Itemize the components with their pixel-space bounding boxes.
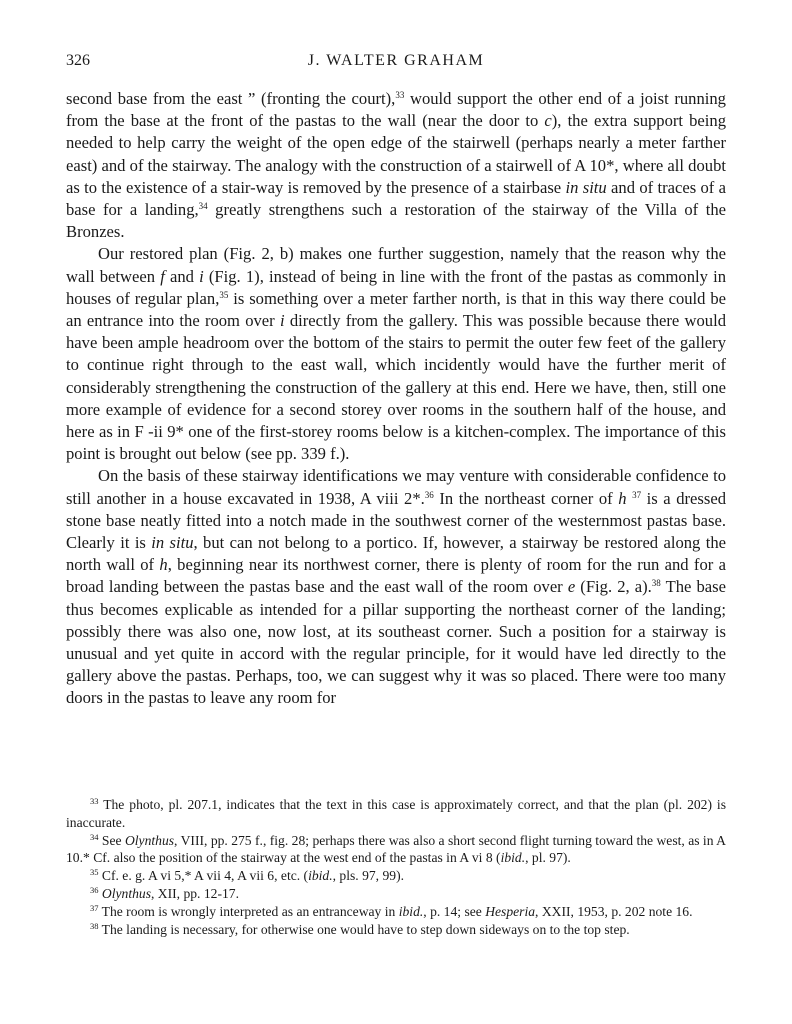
footnote-38	[66, 921, 726, 939]
footnote-marker: 34	[90, 831, 99, 842]
text-run: and of traces of a base for a landing,	[66, 177, 727, 220]
text-run: directly from the gallery. This was possible because there would have been ample headroom over the bottom of the stairs to permit the outer few feet of the gallery to continue right through to the east wall, which incidently would have the further merit of considerably strengthening the construction of the gallery at this end. Here we have, then, still one more example of evidence for a second storey over rooms in the southern half of the house, and here as in F -ii 9* one of the first-storey rooms below is a kitchen-complex. The importance of this point is brought out below (see pp. 339 f.).	[66, 311, 726, 464]
italic-text: ibid.	[308, 868, 333, 884]
page-number: 326	[66, 52, 90, 69]
italic-text: Hesperia	[485, 903, 536, 919]
italic-text: i	[199, 266, 204, 286]
italic-text: e	[567, 577, 576, 597]
text-run: , pls. 97, 99).	[332, 868, 404, 884]
italic-text: c	[544, 111, 552, 131]
text-run: , pl. 97).	[525, 850, 571, 866]
footnote-35	[66, 867, 726, 885]
text-run: would support the other end of a joist running from the base at the front of the pastas to the wall (near the door to	[66, 89, 726, 131]
text-run: , XII, pp. 12-17.	[151, 885, 239, 901]
body-text	[66, 88, 726, 710]
footnote-33	[66, 796, 726, 832]
text-run: , VIII, pp. 275 f., fig. 28; perhaps there was also a short second flight turning toward the west, as in A 10.* Cf. also the position of the stairway at the west end of the pastas in A vi 8 (	[66, 832, 726, 866]
paragraph	[66, 243, 726, 465]
italic-text: h	[159, 555, 168, 575]
footnote-marker: 33	[90, 796, 99, 806]
text-run: is a dressed stone base neatly fitted into a notch made in the southwest corner of the westernmost pastas base. Clearly it is	[66, 488, 726, 553]
italic-text: Olynthus	[124, 832, 175, 848]
text-run: Our restored plan (Fig. 2, b) makes one further suggestion, namely that the reason why the wall between	[66, 244, 726, 286]
italic-text: Olynthus	[101, 885, 151, 901]
text-run: The photo, pl. 207.1, indicates that the text in this case is approximately correct, and that the plan (pl. 202) is inaccurate.	[66, 797, 726, 830]
italic-text: h	[618, 488, 627, 508]
paragraph	[66, 465, 726, 709]
footnotes	[66, 796, 726, 938]
footnote-37	[66, 903, 726, 921]
text-run: greatly strengthens such a restoration of the stairway of the Villa of the Bronzes.	[66, 200, 726, 242]
footnote-marker: 37	[90, 902, 99, 913]
footnote-marker: 36	[424, 489, 434, 500]
text-run: ), the extra support being needed to help carry the weight of the open edge of the stairwell (perhaps nearly a meter farther east) and of the stairway. The analogy with the construction of a stairwell of A 10*, where all doubt as to the existence of a stair-way is removed by the presence of a stairbase	[66, 111, 726, 197]
text-run: is something over a meter farther north, is that in this way there could be an entrance into the room over	[66, 288, 726, 331]
page-header	[66, 52, 726, 74]
italic-text: ibid.	[398, 903, 424, 919]
footnote-36	[66, 885, 726, 903]
text-run: In the northeast corner of	[433, 488, 619, 508]
text-run: , XXII, 1953, p. 202 note 16.	[535, 903, 693, 919]
footnote-marker: 38	[651, 578, 661, 589]
italic-text: ibid.	[500, 850, 526, 866]
text-run: and	[164, 266, 200, 286]
text-run: (Fig. 2, a).	[575, 577, 652, 597]
text-run: , p. 14; see	[423, 903, 486, 919]
text-run: The landing is necessary, for otherwise one would have to step down sideways on to the top step.	[98, 921, 630, 937]
footnote-marker: 34	[198, 201, 208, 212]
text-run: The room is wrongly interpreted as an entranceway in	[98, 903, 399, 919]
text-run: , but can not belong to a portico. If, however, a stairway be restored along the north wall of	[66, 533, 726, 575]
footnote-marker: 38	[90, 920, 99, 931]
text-run: The base thus becomes explicable as intended for a pillar supporting the northeast corner of the landing; possibly there was also one, now lost, at its southeast corner. Such a position for a stairway is unusual and yet quite in accord with the regular principle, for it would have led directly to the gallery above the pastas. Perhaps, too, we can suggest why it was so placed. There were too many doors in the pastas to leave any room for	[66, 577, 726, 708]
italic-text: in situ	[565, 177, 607, 197]
footnote-34	[66, 832, 726, 868]
text-run: See	[98, 832, 125, 848]
footnote-marker: 35	[90, 867, 99, 878]
footnote-marker: 35	[219, 289, 229, 300]
text-run: On the basis of these stairway identifications we may venture with considerable confidence to still another in a house excavated in 1938, A viii 2*.	[66, 466, 726, 508]
footnote-marker: 36	[90, 884, 99, 895]
paragraph	[66, 88, 726, 243]
italic-text: f	[160, 266, 165, 286]
italic-text: i	[279, 311, 285, 331]
text-run: , beginning near its northwest corner, there is plenty of room for the run and for a broad landing between the pastas base and the east wall of the room over	[66, 555, 726, 597]
text-run: Cf. e. g. A vi 5,* A vii 4, A vii 6, etc. (	[98, 868, 309, 884]
running-head: J. WALTER GRAHAM	[307, 52, 485, 69]
italic-text: in situ	[151, 533, 194, 553]
footnote-marker: 37	[632, 489, 642, 500]
text-run: second base from the east ” (fronting the court),	[66, 89, 396, 108]
text-run: (Fig. 1), instead of being in line with the front of the pastas as commonly in houses of regular plan,	[66, 266, 726, 308]
footnote-marker: 33	[395, 90, 405, 100]
